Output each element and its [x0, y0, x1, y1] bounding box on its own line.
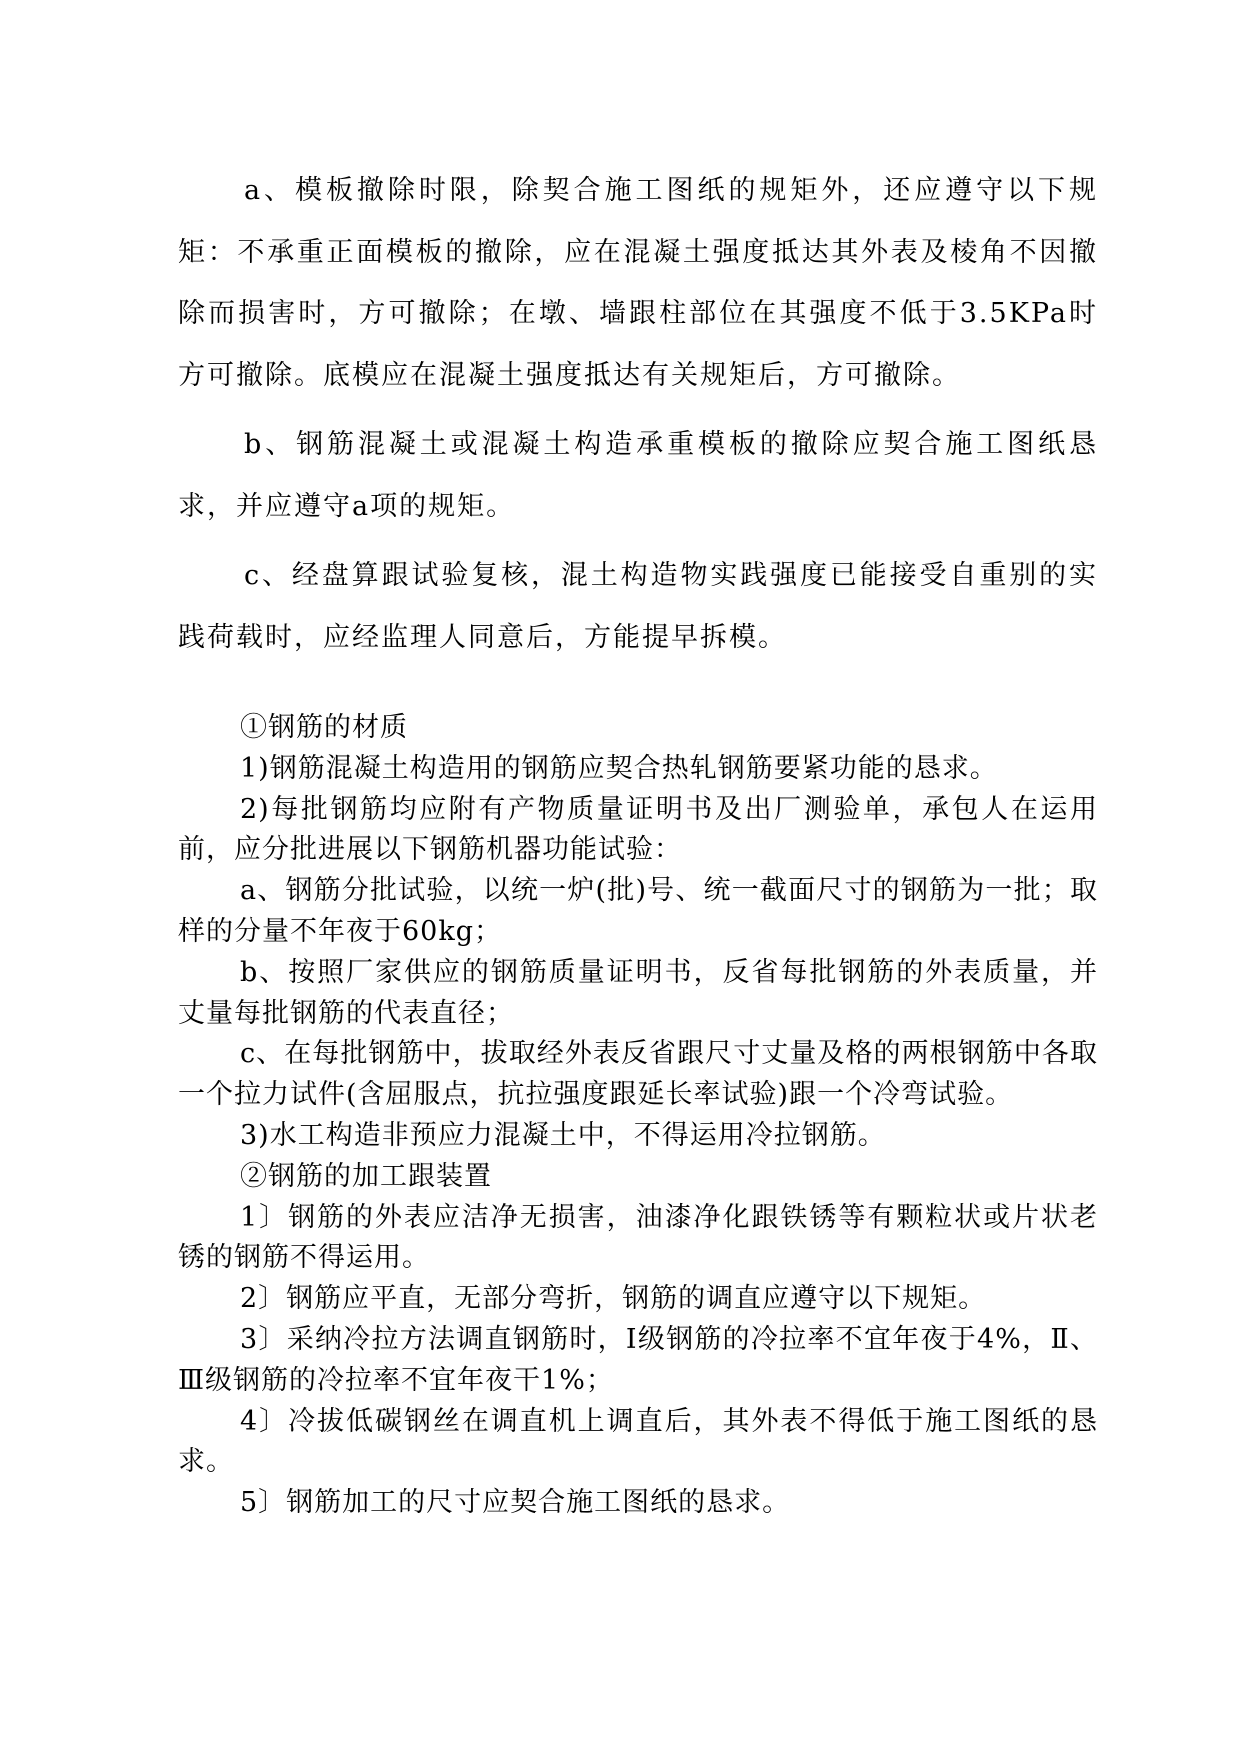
paragraph-b: b、钢筋混凝土或混凝土构造承重模板的撤除应契合施工图纸恳求，并应遵守a项的规矩。: [178, 429, 1098, 522]
processing-item-3: 3〕采纳冷拉方法调直钢筋时，I级钢筋的冷拉率不宜年夜于4%，Ⅱ、Ⅲ级钢筋的冷拉率不宜年夜干1%；: [178, 1323, 1098, 1396]
heading-rebar-processing: ②钢筋的加工跟装置: [240, 1160, 492, 1192]
paragraph-a: a、模板撤除时限，除契合施工图纸的规矩外，还应遵守以下规矩：不承重正面模板的撤除，应在混凝土强度抵达其外表及棱角不因撤除而损害时，方可撤除；在墩、墙跟柱部位在其强度不低于3.5KPa时方可撤除。底模应在混凝土强度抵达有关规矩后，方可撤除。: [178, 175, 1098, 391]
item-3: 3)水工构造非预应力混凝土中，不得运用冷拉钢筋。: [240, 1119, 886, 1151]
processing-item-2: 2〕钢筋应平直，无部分弯折，钢筋的调直应遵守以下规矩。: [240, 1283, 987, 1315]
processing-item-5: 5〕钢筋加工的尺寸应契合施工图纸的恳求。: [240, 1487, 791, 1519]
heading-rebar-material: ①钢筋的材质: [240, 712, 408, 743]
formwork-removal-section: [178, 160, 1098, 668]
item-2b: b、按照厂家供应的钢筋质量证明书，反省每批钢筋的外表质量，并丈量每批钢筋的代表直径；: [178, 956, 1098, 1029]
paragraph-c: c、经盘算跟试验复核，混土构造物实践强度已能接受自重别的实践荷载时，应经监理人同意后，方能提早拆模。: [178, 560, 1098, 653]
item-2: 2)每批钢筋均应附有产物质量证明书及出厂测验单，承包人在运用前，应分批进展以下钢筋机器功能试验：: [178, 793, 1098, 866]
item-1: 1)钢筋混凝土构造用的钢筋应契合热轧钢筋要紧功能的恳求。: [240, 752, 998, 784]
item-2a: a、钢筋分批试验，以统一炉(批)号、统一截面尺寸的钢筋为一批；取样的分量不年夜于60kg；: [178, 875, 1098, 947]
processing-item-4: 4〕冷拔低碳钢丝在调直机上调直后，其外表不得低于施工图纸的恳求。: [178, 1405, 1098, 1478]
item-2c: c、在每批钢筋中，拔取经外表反省跟尺寸丈量及格的两根钢筋中各取一个拉力试件(含屈服点，抗拉强度跟延长率试验)跟一个冷弯试验。: [178, 1038, 1098, 1111]
rebar-section: [178, 708, 1098, 1524]
processing-item-1: 1〕钢筋的外表应洁净无损害，油漆净化跟铁锈等有颗粒状或片状老锈的钢筋不得运用。: [178, 1201, 1098, 1274]
